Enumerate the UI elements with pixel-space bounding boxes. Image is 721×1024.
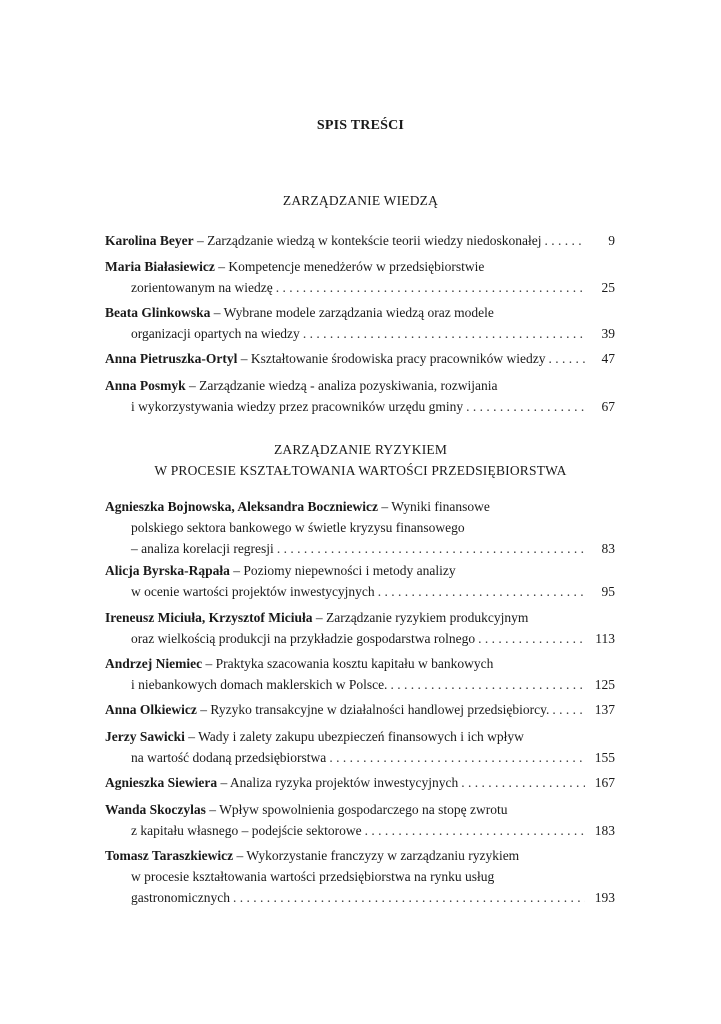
entry-author: Agnieszka Siewiera [105,775,218,790]
dot-leader [390,674,585,695]
dot-leader [466,396,585,417]
toc-entry[interactable] [105,726,615,768]
toc-entry-line [105,230,615,251]
entry-separator: – [229,563,244,578]
toc-entry-line [105,653,615,674]
entry-separator: – [312,610,326,625]
toc-entry-line [105,496,615,517]
entry-separator: – [214,259,229,274]
entry-separator: – [185,378,200,393]
toc-entry-line [105,628,615,649]
entry-heading [105,496,490,517]
toc-entry-line [105,375,615,396]
dot-leader [549,348,585,369]
entry-title-continued: na wartość dodaną przedsiębiorstwa [131,750,327,765]
dot-leader [544,230,585,251]
entry-separator: – [237,351,251,366]
entry-page-number: 113 [595,631,615,646]
entry-title-continued: w ocenie wartości projektów inwestycyjnych [131,584,375,599]
entry-title: Poziomy niepewności i metody analizy [243,563,456,578]
toc-entry-line [105,323,615,344]
entry-author: Maria Białasiewicz [105,259,215,274]
entry-title: Kształtowanie środowiska pracy pracowników wiedzy [250,351,546,366]
entry-author: Anna Olkiewicz [105,702,197,717]
entry-author: Alicja Byrska-Rąpała [105,563,230,578]
toc-entry-line [105,674,615,695]
entry-separator: – [184,729,199,744]
entry-page-number: 9 [608,233,615,248]
entry-title: Wybrane modele zarządzania wiedzą oraz modele [223,305,494,320]
toc-entry[interactable] [105,560,615,602]
entry-author: Jerzy Sawicki [105,729,185,744]
entry-title: Zarządzanie wiedzą - analiza pozyskiwania, rozwijania [199,378,498,393]
toc-entry[interactable] [105,653,615,695]
dot-leader [478,628,585,649]
entry-heading [105,772,458,793]
entry-title: Analiza ryzyka projektów inwestycyjnych [229,775,459,790]
entry-page-number: 39 [601,326,615,341]
toc-entry-line [105,607,615,628]
entry-page-number: 125 [594,677,615,692]
toc-entry[interactable] [105,302,615,344]
toc-entry-line [105,699,615,720]
dot-leader [233,887,585,908]
toc-entry[interactable] [105,772,615,793]
dot-leader [277,538,585,559]
entry-separator: – [193,233,208,248]
entry-title-continued: w procesie kształtowania wartości przedsiębiorstwa na rynku usług [131,869,495,884]
entry-heading [105,348,546,369]
toc-entry-line [105,302,615,323]
entry-title-continued: gastronomicznych [131,890,230,905]
entry-title: Kompetencje menedżerów w przedsiębiorstwie [228,259,485,274]
page-title: SPIS TREŚCI [316,118,405,133]
entry-heading [105,799,507,820]
toc-entry-line [105,560,615,581]
toc-entry-line [105,517,615,538]
entry-title-continued: i wykorzystywania wiedzy przez pracowników urzędu gminy [131,399,464,414]
entry-heading [105,653,493,674]
entry-page-number: 155 [594,750,615,765]
entry-author: Andrzej Niemiec [105,656,203,671]
entry-separator: – [217,775,230,790]
entry-author: Karolina Beyer [105,233,194,248]
toc-entry[interactable] [105,230,615,251]
section-heading [0,439,721,481]
entry-title-continued: i niebankowych domach maklerskich w Polsce. [131,677,388,692]
entry-heading [105,845,519,866]
toc-entry-line [105,820,615,841]
toc-entry-line [105,799,615,820]
dot-leader [329,747,585,768]
toc-entry-line [105,772,615,793]
toc-entry[interactable] [105,375,615,417]
toc-entry-line [105,538,615,559]
entry-heading [105,302,494,323]
toc-entry[interactable] [105,845,615,908]
entry-author: Beata Glinkowska [105,305,211,320]
entry-heading [105,607,528,628]
entry-separator: – [210,305,224,320]
entry-page-number: 183 [594,823,615,838]
entry-title: Wykorzystanie franczyzy w zarządzaniu ryzykiem [246,848,520,863]
entry-title-continued: polskiego sektora bankowego w świetle kryzysu finansowego [131,520,465,535]
section-heading-line: ZARZĄDZANIE RYZYKIEM [273,442,448,457]
dot-leader [365,820,585,841]
entry-page-number: 193 [594,890,615,905]
entry-heading [105,699,549,720]
toc-entry-line [105,348,615,369]
toc-entry[interactable] [105,799,615,841]
dot-leader [378,581,585,602]
toc-entry[interactable] [105,699,615,720]
toc-entry[interactable] [105,496,615,559]
entry-title-continued: zorientowanym na wiedzę [131,280,273,295]
entry-title-continued: – analiza korelacji regresji [131,541,274,556]
entry-page-number: 95 [601,584,615,599]
entry-author: Anna Pietruszka-Ortyl [105,351,238,366]
toc-entry-line [105,845,615,866]
entry-page-number: 25 [601,280,615,295]
entry-heading [105,560,456,581]
dot-leader [461,772,585,793]
toc-entry-line [105,747,615,768]
entry-title: Wady i zalety zakupu ubezpieczeń finansowych i ich wpływ [198,729,524,744]
toc-entry-line [105,726,615,747]
entry-page-number: 67 [601,399,615,414]
entry-title: Praktyka szacowania kosztu kapitału w bankowych [215,656,494,671]
entry-title-continued: organizacji opartych na wiedzy [131,326,300,341]
toc-entry-line [105,396,615,417]
entry-page-number: 47 [601,351,615,366]
entry-author: Wanda Skoczylas [105,802,206,817]
toc-entry-line [105,277,615,298]
toc-entry[interactable] [105,607,615,649]
entry-heading [105,375,498,396]
entry-author: Tomasz Taraszkiewicz [105,848,234,863]
section-heading [0,190,721,211]
entry-page-number: 167 [594,775,615,790]
entry-title: Zarządzanie ryzykiem produkcyjnym [325,610,529,625]
entry-separator: – [378,499,392,514]
entry-separator: – [196,702,211,717]
entry-page-number: 83 [601,541,615,556]
toc-entry[interactable] [105,348,615,369]
toc-entry[interactable] [105,256,615,298]
section-heading-line: W PROCESIE KSZTAŁTOWANIA WARTOŚCI PRZEDSIĘBIORSTWA [154,463,567,478]
entry-heading [105,230,541,251]
entry-separator: – [205,802,220,817]
entry-separator: – [202,656,216,671]
toc-entry-line [105,256,615,277]
entry-title: Zarządzanie wiedzą w kontekście teorii wiedzy niedoskonałej [207,233,542,248]
entry-title: Wyniki finansowe [391,499,490,514]
entry-title: Wpływ spowolnienia gospodarczego na stopę zwrotu [219,802,508,817]
dot-leader [303,323,585,344]
dot-leader [276,277,585,298]
entry-heading [105,256,484,277]
dot-leader [552,699,585,720]
entry-heading [105,726,524,747]
entry-author: Ireneusz Miciuła, Krzysztof Miciuła [105,610,313,625]
entry-page-number: 137 [594,702,615,717]
entry-separator: – [233,848,247,863]
toc-entry-line [105,581,615,602]
entry-title: Ryzyko transakcyjne w działalności handlowej przedsiębiorcy. [210,702,550,717]
entry-title-continued: z kapitału własnego – podejście sektorowe [131,823,362,838]
toc-entry-line [105,866,615,887]
entry-author: Anna Posmyk [105,378,186,393]
entry-title-continued: oraz wielkością produkcji na przykładzie gospodarstwa rolnego [131,631,476,646]
toc-entry-line [105,887,615,908]
section-heading-line: ZARZĄDZANIE WIEDZĄ [282,193,439,208]
entry-author: Agnieszka Bojnowska, Aleksandra Boczniewicz [105,499,379,514]
